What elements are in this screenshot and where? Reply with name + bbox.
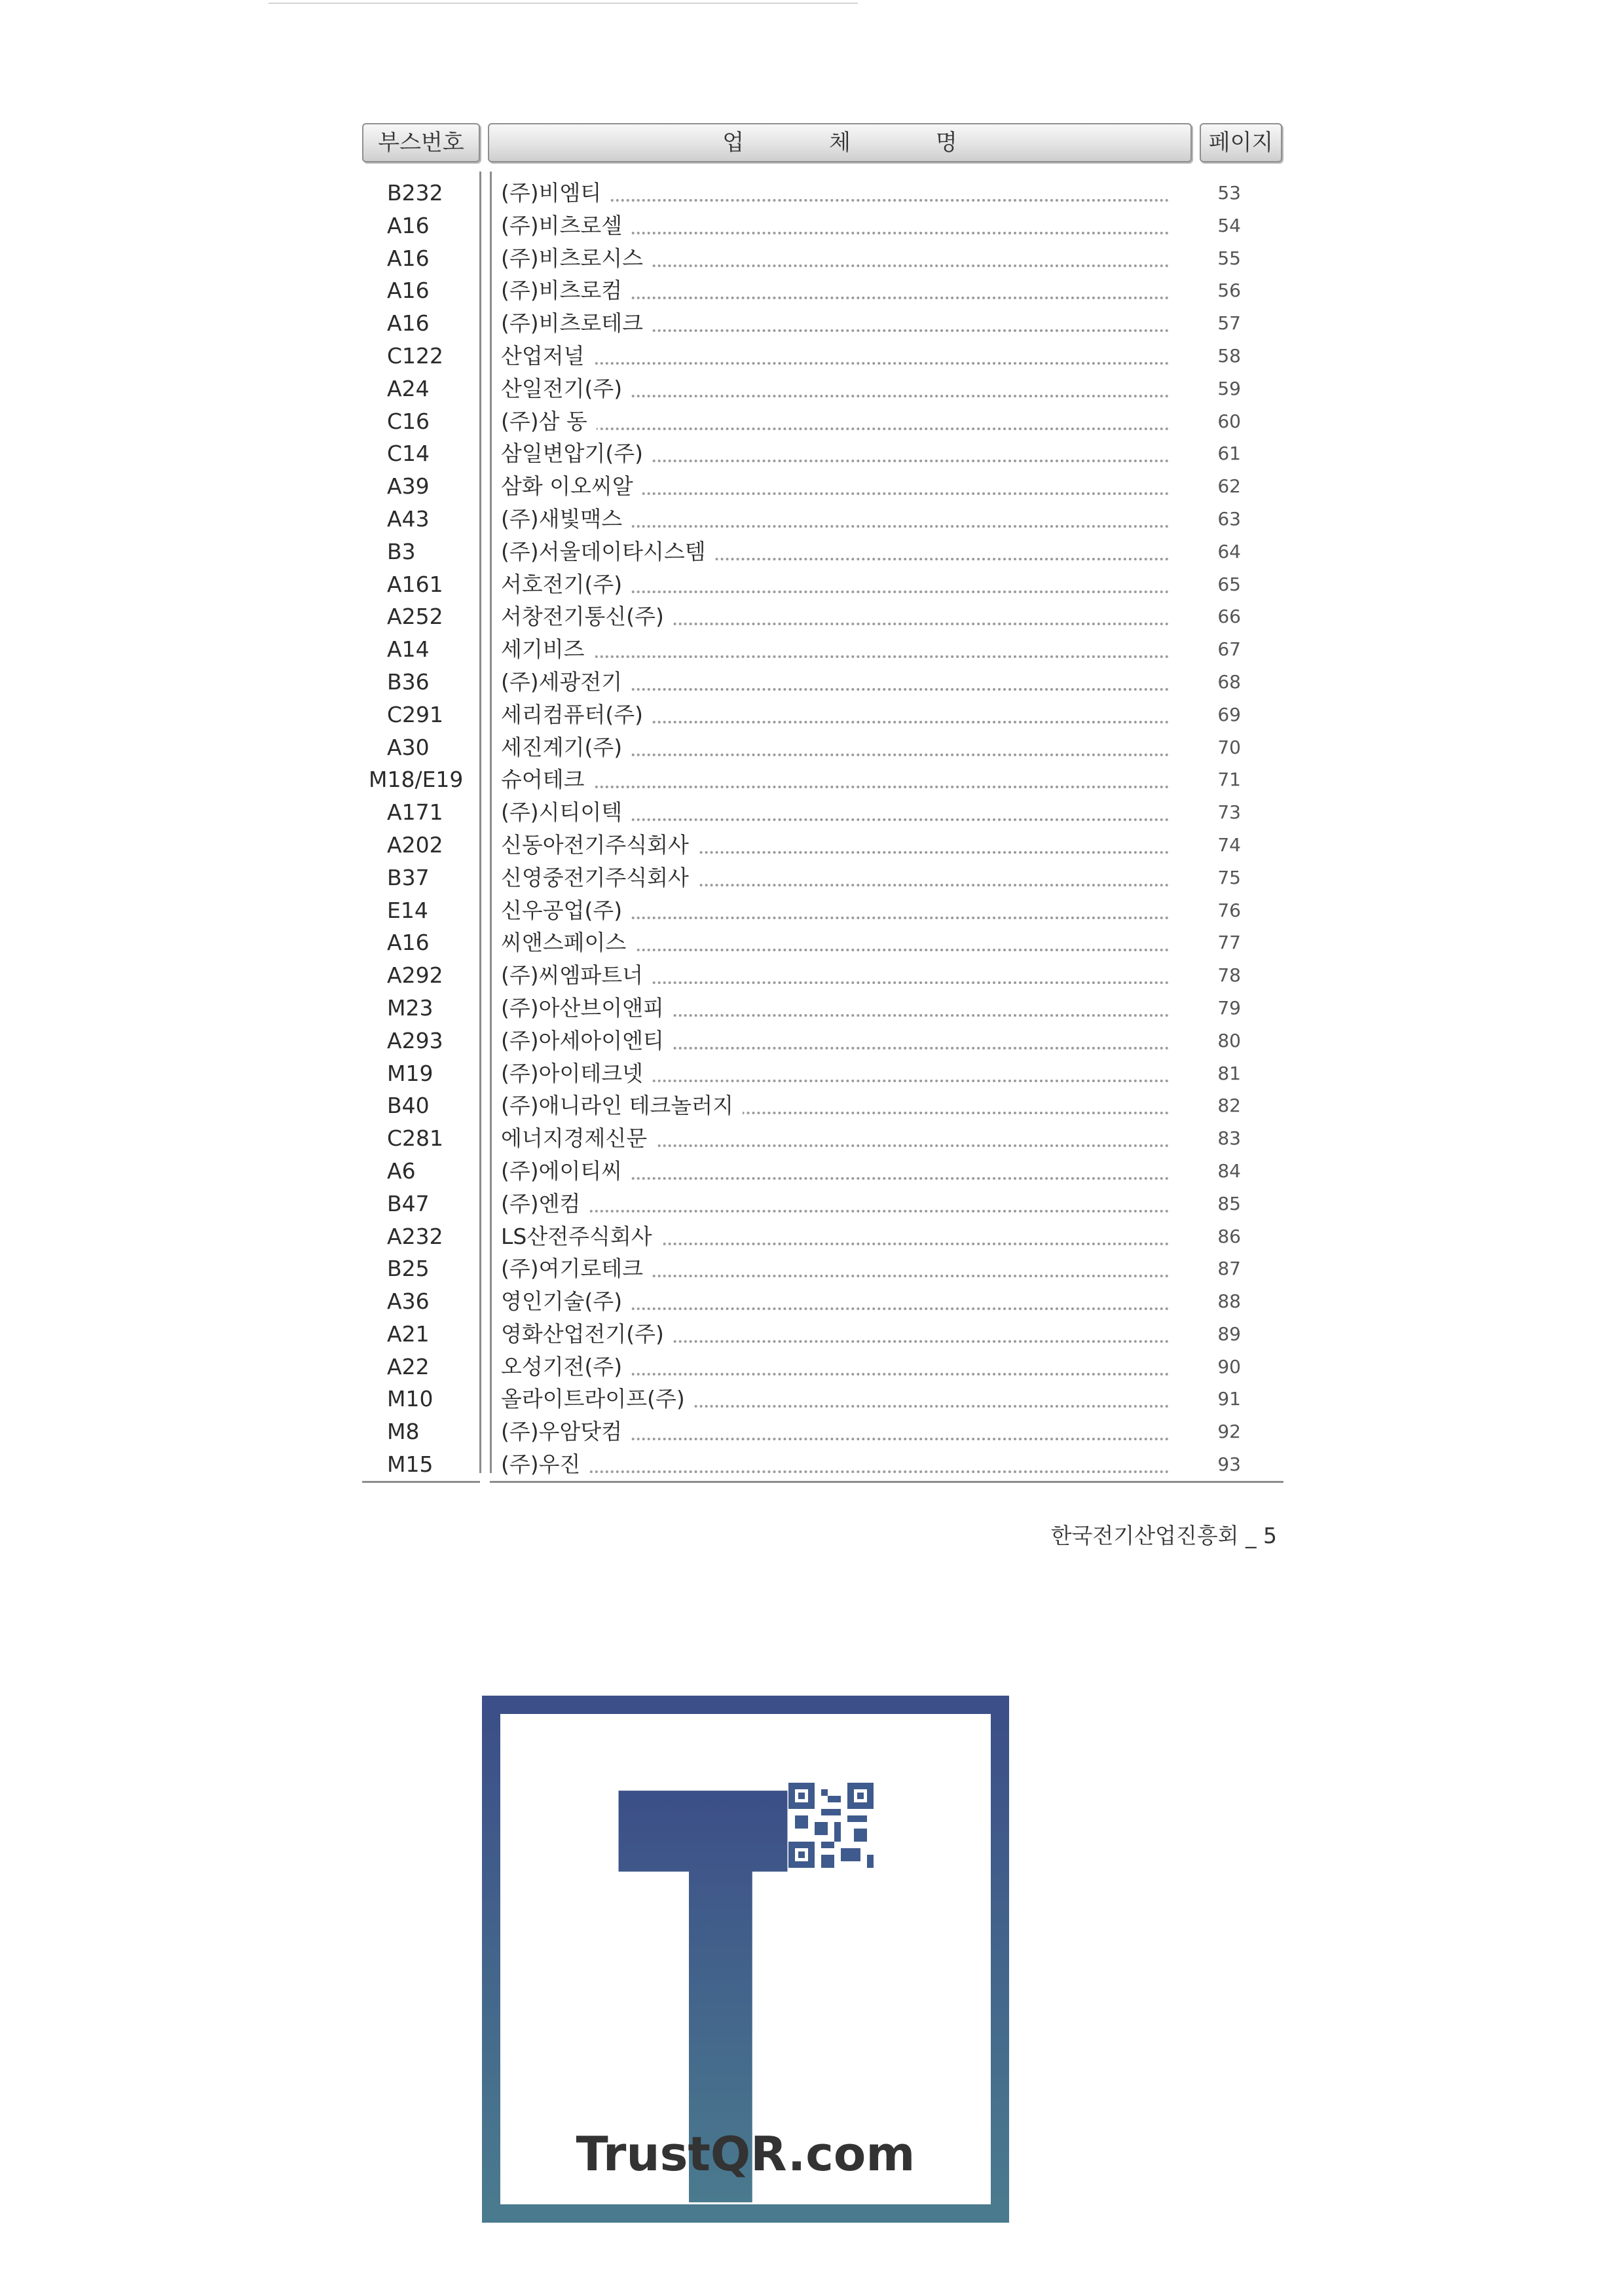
- page-number: 81: [1217, 1062, 1241, 1084]
- page-number: 60: [1217, 410, 1241, 432]
- booth-number: C14: [387, 441, 430, 467]
- logo-wordmark: TrustQR.com: [576, 2126, 915, 2181]
- list-item: [362, 894, 1285, 927]
- list-item: [362, 1285, 1285, 1318]
- dot-leader: [501, 414, 1169, 430]
- list-item: [362, 992, 1285, 1025]
- booth-number: A16: [387, 278, 430, 304]
- page-number: 76: [1217, 899, 1241, 921]
- list-item: [362, 796, 1285, 829]
- dot-leader: [501, 349, 1169, 365]
- booth-number: B37: [387, 864, 430, 890]
- company-name: 올라이트라이프(주): [501, 1383, 694, 1415]
- company-name: 산업저널: [501, 340, 594, 373]
- top-rule: [268, 3, 858, 4]
- booth-number: B3: [387, 538, 416, 564]
- list-item: [362, 1318, 1285, 1351]
- page-number: 84: [1217, 1159, 1241, 1182]
- company-header-char-1: 업: [722, 130, 745, 156]
- booth-number: M18/E19: [369, 767, 464, 793]
- list-item: [362, 177, 1285, 210]
- list-item: [362, 340, 1285, 373]
- page-number: 67: [1217, 638, 1241, 661]
- list-item: [362, 503, 1285, 536]
- page-number: 86: [1217, 1225, 1241, 1247]
- company-name: 영인기술(주): [501, 1285, 631, 1318]
- company-name: (주)비츠로컴: [501, 274, 631, 307]
- booth-number: A16: [387, 212, 430, 238]
- page-number: 90: [1217, 1355, 1241, 1377]
- company-name: (주)에이티씨: [501, 1155, 631, 1188]
- list-item: [362, 1057, 1285, 1090]
- list-item: [362, 1188, 1285, 1220]
- page-footer: 한국전기산업진흥회 _ 5: [1050, 1523, 1277, 1548]
- booth-number: M23: [387, 994, 434, 1021]
- booth-number: B232: [387, 180, 443, 206]
- page-number: 80: [1217, 1029, 1241, 1051]
- company-name: (주)아이테크넷: [501, 1057, 652, 1090]
- page-number: 55: [1217, 247, 1241, 269]
- page-number: 73: [1217, 801, 1241, 824]
- company-name: 산일전기(주): [501, 373, 631, 405]
- company-name: (주)엔컴: [501, 1188, 589, 1220]
- page-number: 83: [1217, 1127, 1241, 1150]
- page-number: 58: [1217, 344, 1241, 367]
- trustqr-logo: [482, 1696, 1009, 2223]
- list-item: [362, 1448, 1285, 1481]
- company-name: (주)비츠로시스: [501, 242, 652, 275]
- booth-number: A161: [387, 571, 443, 597]
- page-number: 89: [1217, 1322, 1241, 1345]
- page-number: 82: [1217, 1095, 1241, 1117]
- page-number: 65: [1217, 573, 1241, 595]
- company-name: (주)비츠로셀: [501, 210, 631, 242]
- list-item: [362, 1252, 1285, 1285]
- list-item: [362, 1025, 1285, 1057]
- booth-number: A6: [387, 1157, 416, 1184]
- list-item: [362, 568, 1285, 601]
- list-item: [362, 600, 1285, 633]
- company-name: 세기비즈: [501, 633, 594, 666]
- company-name: 세리컴퓨터(주): [501, 699, 652, 731]
- list-item: [362, 699, 1285, 731]
- list-item: [362, 829, 1285, 862]
- booth-number: A16: [387, 930, 430, 956]
- booth-number: A30: [387, 734, 430, 760]
- directory-list: [362, 177, 1285, 1481]
- list-item: [362, 1089, 1285, 1122]
- list-item: [362, 274, 1285, 307]
- list-item: [362, 405, 1285, 438]
- booth-number: A16: [387, 310, 430, 337]
- booth-number: A21: [387, 1321, 430, 1347]
- page-number: 87: [1217, 1258, 1241, 1280]
- list-item: [362, 633, 1285, 666]
- list-item: [362, 1351, 1285, 1383]
- company-name: 씨앤스페이스: [501, 926, 635, 959]
- list-item: [362, 1122, 1285, 1155]
- page-number: 64: [1217, 540, 1241, 562]
- list-item: [362, 731, 1285, 764]
- company-name: (주)서울데이타시스템: [501, 536, 715, 568]
- page-number: 79: [1217, 996, 1241, 1019]
- booth-number: C122: [387, 342, 444, 369]
- booth-number: A252: [387, 604, 443, 630]
- page-number: 70: [1217, 736, 1241, 758]
- booth-number: C281: [387, 1125, 444, 1152]
- company-name: (주)아세아이엔티: [501, 1025, 673, 1057]
- booth-number: B40: [387, 1093, 430, 1119]
- company-header-char-3: 명: [935, 130, 957, 156]
- booth-number: A171: [387, 799, 443, 826]
- list-item: [362, 862, 1285, 894]
- page-number: 56: [1217, 280, 1241, 302]
- list-item: [362, 1415, 1285, 1448]
- company-name: 서창전기통신(주): [501, 600, 673, 633]
- list-item: [362, 763, 1285, 796]
- booth-number: A292: [387, 962, 443, 989]
- page-number: 68: [1217, 670, 1241, 693]
- page-number: 71: [1217, 769, 1241, 791]
- page-number: 75: [1217, 866, 1241, 888]
- booth-number: A43: [387, 505, 430, 532]
- dot-leader: [501, 1457, 1169, 1473]
- page-number: 66: [1217, 606, 1241, 628]
- booth-number: M10: [387, 1386, 434, 1412]
- company-name: (주)여기로테크: [501, 1252, 652, 1285]
- list-item: [362, 926, 1285, 959]
- list-item: [362, 1220, 1285, 1253]
- company-name: 세진계기(주): [501, 731, 631, 764]
- list-item: [362, 470, 1285, 503]
- company-name: 오성기전(주): [501, 1351, 631, 1383]
- list-item: [362, 307, 1285, 340]
- company-name: 신우공업(주): [501, 894, 631, 927]
- company-name: (주)시티이텍: [501, 796, 631, 829]
- booth-number: B47: [387, 1190, 430, 1216]
- dot-leader: [501, 773, 1169, 788]
- booth-number: A14: [387, 636, 430, 663]
- company-name: (주)우암닷컴: [501, 1415, 631, 1448]
- company-name: 삼일변압기(주): [501, 437, 652, 470]
- company-name: (주)세광전기: [501, 666, 631, 699]
- page-number: 69: [1217, 703, 1241, 725]
- booth-number: A202: [387, 831, 443, 858]
- company-name: 신동아전기주식회사: [501, 829, 698, 862]
- company-name: 슈어테크: [501, 763, 594, 796]
- list-item: [362, 666, 1285, 699]
- booth-number: A22: [387, 1353, 430, 1379]
- booth-number: A39: [387, 473, 430, 500]
- company-header-char-2: 체: [829, 130, 851, 156]
- booth-number: B36: [387, 668, 430, 695]
- booth-number: A293: [387, 1027, 443, 1053]
- page-number: 93: [1217, 1453, 1241, 1476]
- booth-number: B25: [387, 1256, 430, 1282]
- page-number: 62: [1217, 475, 1241, 498]
- company-name-header: [488, 123, 1192, 162]
- list-item: [362, 959, 1285, 992]
- booth-number: A16: [387, 245, 430, 271]
- booth-number: C291: [387, 701, 444, 727]
- page-number: 63: [1217, 507, 1241, 530]
- company-name: (주)아산브이앤피: [501, 992, 673, 1025]
- list-item: [362, 536, 1285, 568]
- list-item: [362, 373, 1285, 405]
- page-number: 74: [1217, 833, 1241, 856]
- company-name: (주)비츠로테크: [501, 307, 652, 340]
- page-number: 77: [1217, 932, 1241, 954]
- booth-number: E14: [387, 897, 428, 923]
- list-item: [362, 1155, 1285, 1188]
- page-number: 54: [1217, 214, 1241, 236]
- company-name: 신영중전기주식회사: [501, 862, 698, 894]
- page-number: 92: [1217, 1421, 1241, 1443]
- booth-number-header: 부스번호: [362, 123, 480, 162]
- booth-number: M15: [387, 1451, 434, 1478]
- booth-number: M19: [387, 1060, 434, 1086]
- company-name: 서호전기(주): [501, 568, 631, 601]
- page-number: 61: [1217, 443, 1241, 465]
- list-item: [362, 242, 1285, 275]
- page-number: 88: [1217, 1290, 1241, 1313]
- company-name: LS산전주식회사: [501, 1220, 661, 1253]
- dot-leader: [501, 642, 1169, 658]
- company-name: (주)삼 동: [501, 405, 597, 438]
- page-header: 페이지: [1200, 123, 1282, 162]
- page-number: 85: [1217, 1192, 1241, 1214]
- company-name: (주)씨엠파트너: [501, 959, 652, 992]
- company-column-bottom-rule: [490, 1481, 1283, 1483]
- booth-number: A232: [387, 1223, 443, 1249]
- booth-number: A36: [387, 1288, 430, 1315]
- list-item: [362, 437, 1285, 470]
- page-number: 91: [1217, 1388, 1241, 1410]
- booth-number: A24: [387, 375, 430, 401]
- page-number: 57: [1217, 312, 1241, 335]
- booth-number: M8: [387, 1419, 420, 1445]
- booth-column-bottom-rule: [362, 1481, 480, 1483]
- company-name: (주)새빛맥스: [501, 503, 631, 536]
- page-number: 59: [1217, 377, 1241, 399]
- dot-leader: [501, 1197, 1169, 1212]
- company-name: (주)비엠티: [501, 177, 610, 210]
- page-number: 78: [1217, 964, 1241, 987]
- qr-code-icon: [788, 1783, 874, 1868]
- company-name: 에너지경제신문: [501, 1122, 656, 1155]
- company-name: (주)우진: [501, 1448, 589, 1481]
- company-name: (주)애니라인 테크놀러지: [501, 1089, 743, 1122]
- list-item: [362, 210, 1285, 242]
- booth-number: C16: [387, 408, 430, 434]
- page-number: 53: [1217, 182, 1241, 204]
- company-name: 삼화 이오씨알: [501, 470, 642, 503]
- list-item: [362, 1383, 1285, 1415]
- company-name: 영화산업전기(주): [501, 1318, 673, 1351]
